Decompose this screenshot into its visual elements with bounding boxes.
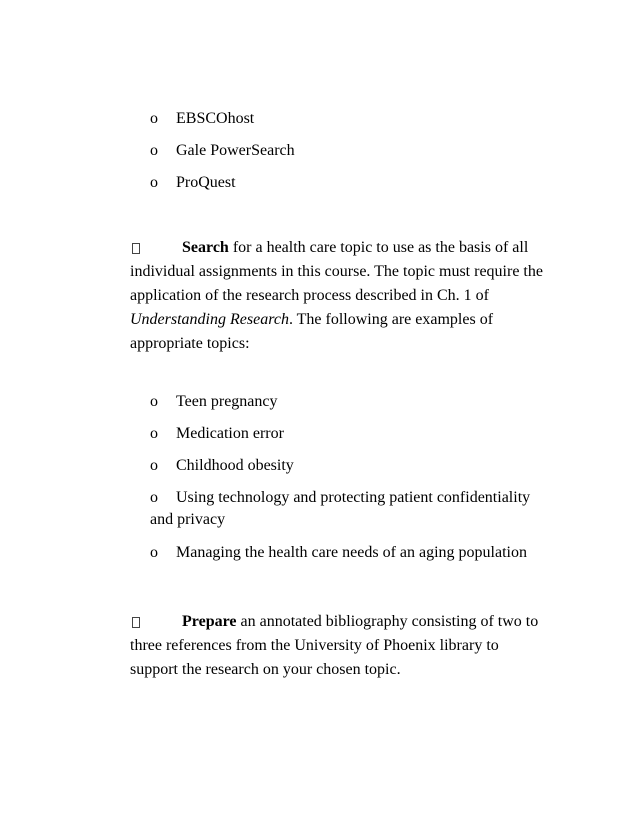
bold-lead: Prepare	[182, 613, 237, 630]
list-bullet: o	[150, 425, 158, 442]
paragraph-line: application of the research process described in Ch. 1 of	[130, 287, 489, 304]
list-bullet: o	[150, 393, 158, 410]
paragraph-line: Understanding Research. The following are examples of	[130, 311, 494, 328]
book-title: Understanding Research	[130, 311, 289, 328]
list-item-continuation: and privacy	[150, 511, 226, 528]
list-item: Using technology and protecting patient confidentiality	[176, 489, 531, 506]
bullet-glyph-icon	[132, 617, 140, 628]
list-item: EBSCOhost	[176, 110, 255, 127]
bold-lead: Search	[182, 239, 229, 256]
list-item: Childhood obesity	[176, 457, 294, 474]
bullet-glyph-icon	[132, 243, 140, 254]
list-item: ProQuest	[176, 174, 236, 191]
list-bullet: o	[150, 174, 158, 191]
list-bullet: o	[150, 544, 158, 561]
paragraph-line: Prepare an annotated bibliography consisting of two to	[182, 613, 539, 630]
list-item: Medication error	[176, 425, 284, 442]
paragraph-line: support the research on your chosen topic.	[130, 661, 401, 678]
paragraph-line: individual assignments in this course. The topic must require the	[130, 263, 543, 280]
list-bullet: o	[150, 142, 158, 159]
list-item: Managing the health care needs of an aging population	[176, 544, 527, 561]
list-bullet: o	[150, 110, 158, 127]
list-bullet: o	[150, 489, 158, 506]
list-item: Teen pregnancy	[176, 393, 278, 410]
paragraph-line: appropriate topics:	[130, 335, 250, 352]
paragraph-line: three references from the University of Phoenix library to	[130, 637, 499, 654]
paragraph-line: Search for a health care topic to use as the basis of all	[182, 239, 529, 256]
list-item: Gale PowerSearch	[176, 142, 295, 159]
list-bullet: o	[150, 457, 158, 474]
